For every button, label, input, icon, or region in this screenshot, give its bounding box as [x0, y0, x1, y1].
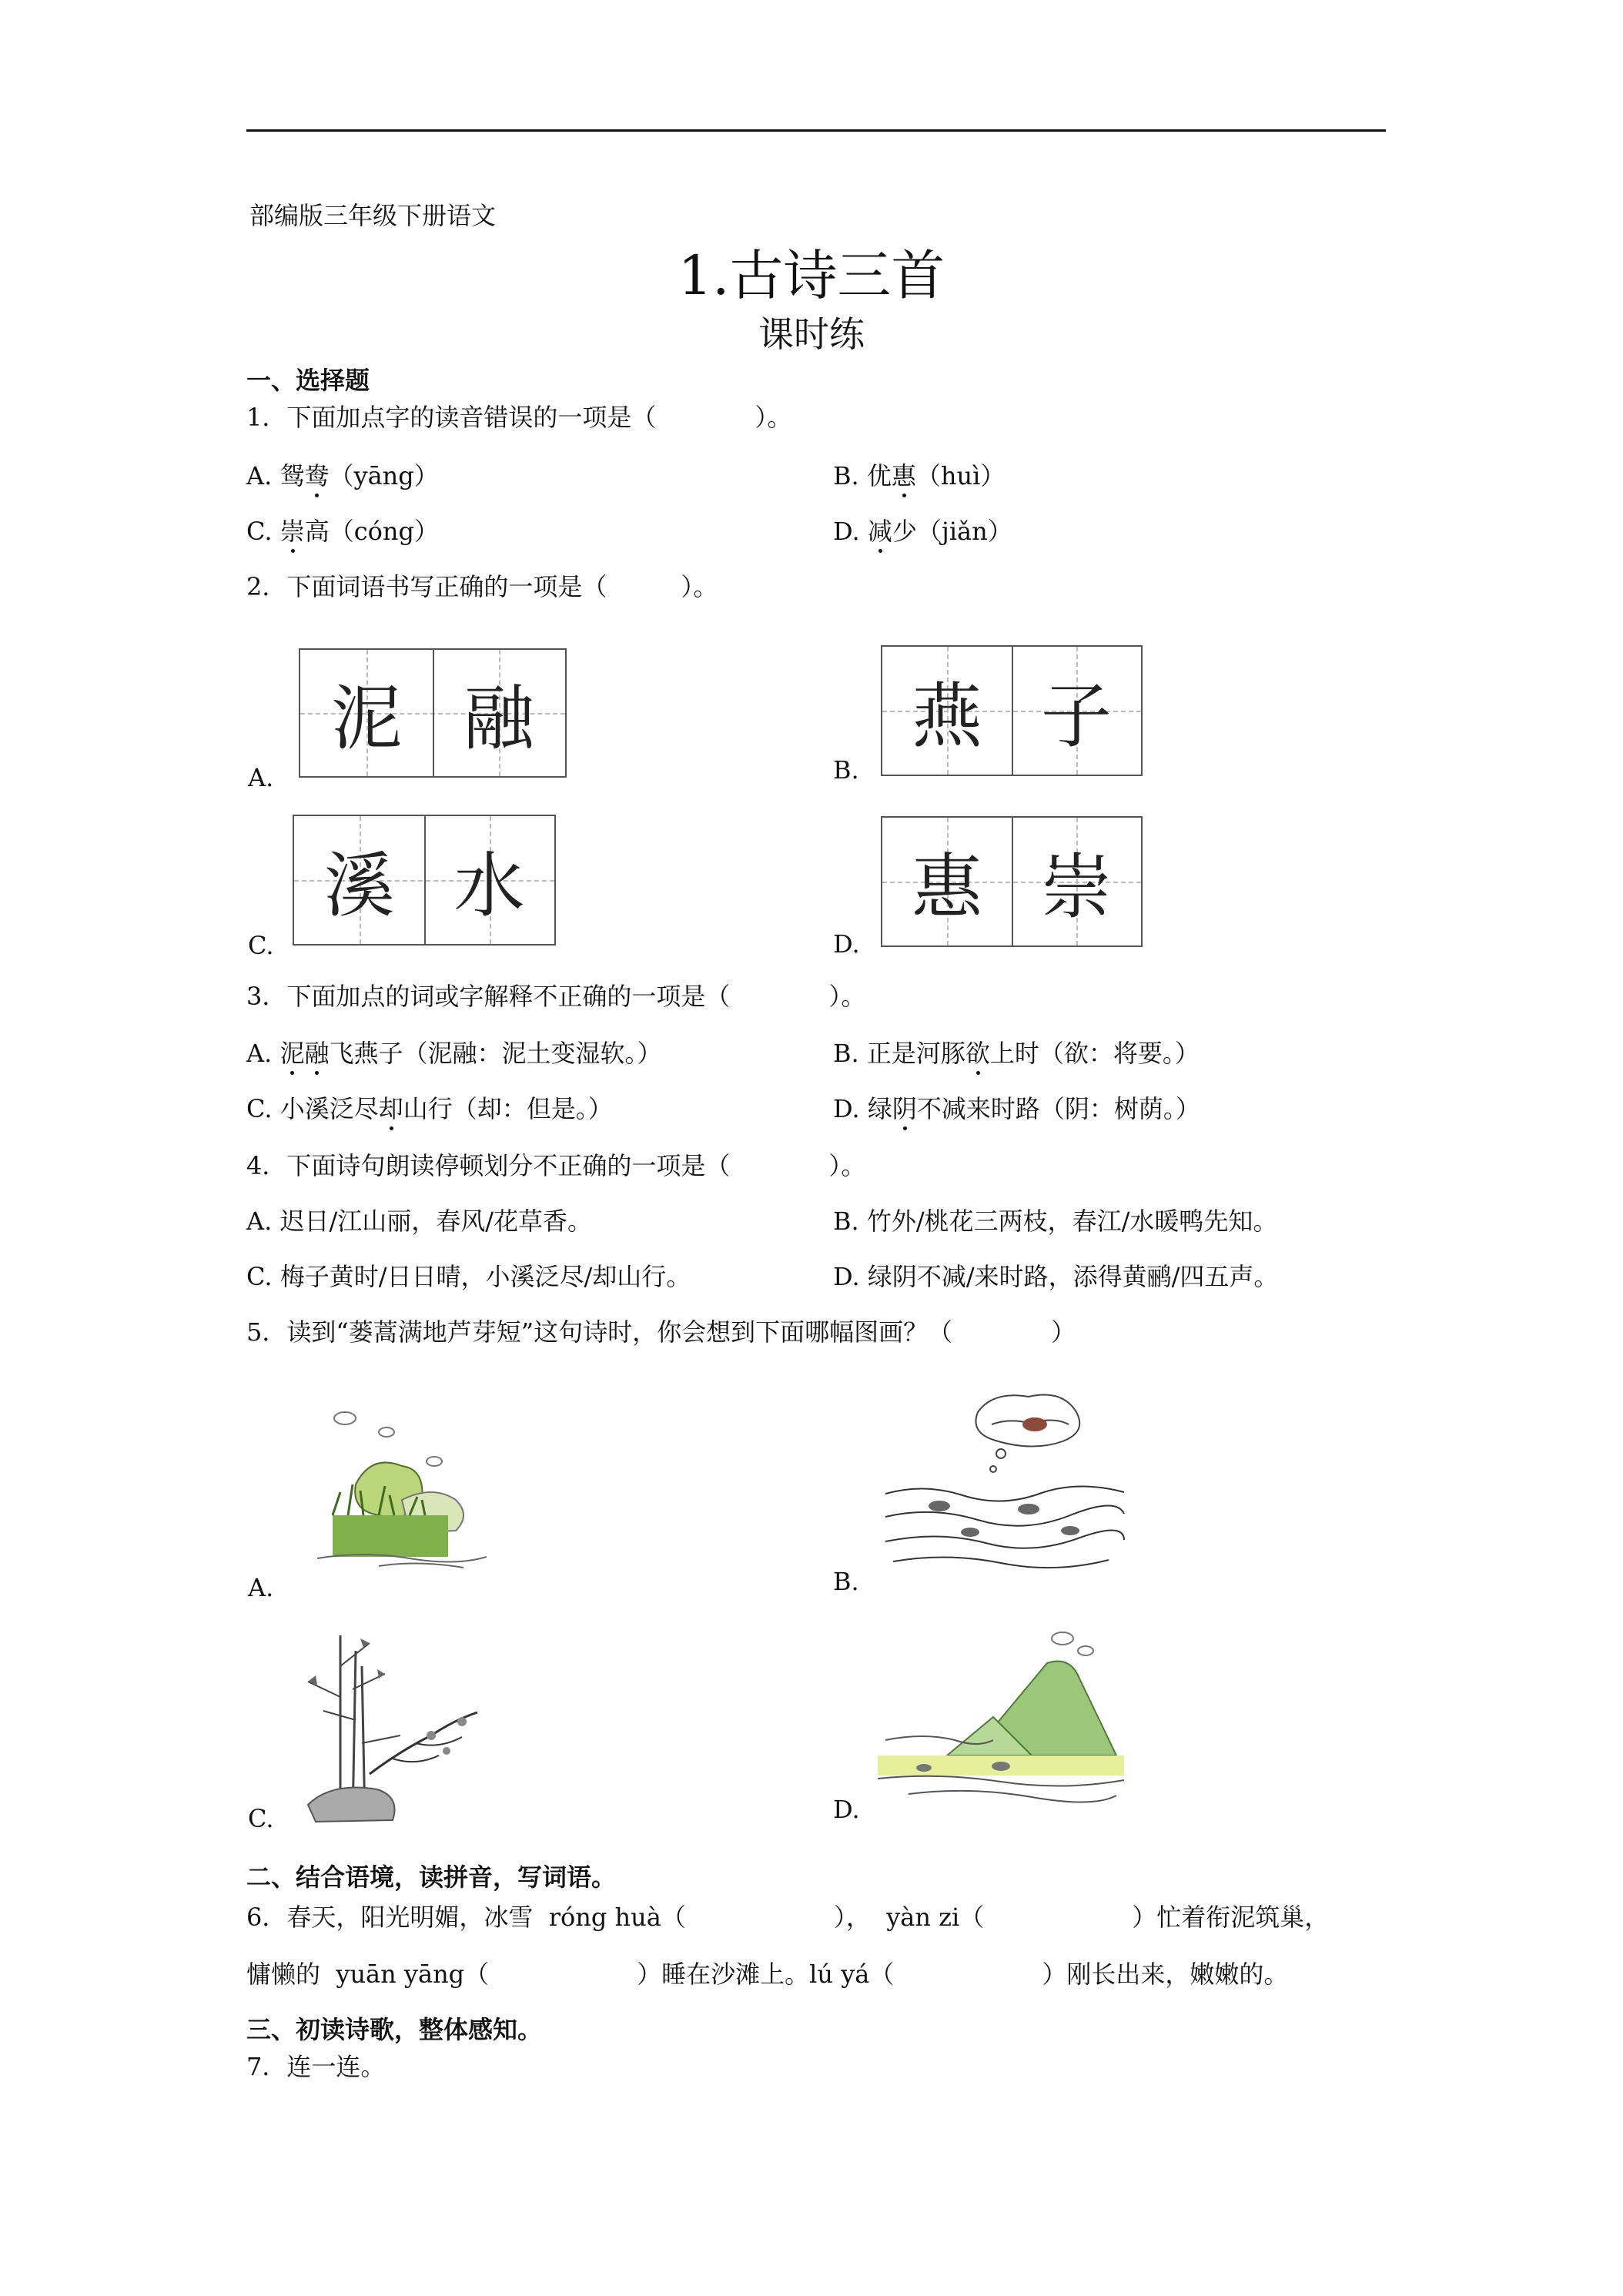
q7-stem: 7．连一连。	[246, 2052, 386, 2081]
answer-blank[interactable]: （ ），	[661, 1903, 871, 1932]
q4-option-c[interactable]: C. 梅子黄时/日日晴，小溪泛尽/却山行。	[246, 1262, 691, 1291]
grid-char: 泥	[300, 650, 434, 776]
q2-option-d-label[interactable]: D.	[833, 929, 860, 959]
q2-option-c-label[interactable]: C.	[248, 931, 274, 960]
q6-line-1	[246, 1902, 1329, 1933]
option-label: C.	[246, 1094, 273, 1123]
option-text: 正是河豚	[866, 1039, 965, 1068]
q1-option-d[interactable]	[833, 516, 1012, 547]
char: 高	[304, 517, 330, 546]
q5-option-c-image[interactable]	[285, 1620, 516, 1836]
q3-option-d[interactable]	[833, 1093, 1200, 1124]
char: 鸳	[279, 461, 305, 490]
dotted-char: 阴	[892, 1094, 917, 1123]
option-label: B.	[833, 461, 859, 490]
q6-text: 慵懒的	[246, 1960, 321, 1989]
q6-text: 6．春天，阳光明媚，冰雪	[246, 1903, 534, 1932]
pinyin-lu-ya: lú yá	[809, 1960, 870, 1989]
char: 少	[892, 517, 917, 546]
grid-char: 崇	[1040, 846, 1112, 929]
pinyin-yan-zi: yàn zi	[886, 1903, 960, 1932]
section-heading-pinyin: 二、结合语境，读拼音，写词语。	[246, 1863, 617, 1892]
q1-stem: 1．下面加点字的读音错误的一项是（ ）。	[246, 403, 792, 432]
grid-char: 水	[453, 845, 525, 927]
edition-label: 部编版三年级下册语文	[249, 201, 497, 230]
q2-option-a-grid[interactable]	[299, 648, 567, 778]
grid-char: 子	[1040, 675, 1112, 758]
q5-option-d-image[interactable]	[878, 1625, 1124, 1809]
q2-option-a-label[interactable]: A.	[248, 763, 274, 792]
pinyin-yuan-yang: yuān yāng	[336, 1960, 465, 1989]
q4-option-d[interactable]: D. 绿阴不减/来时路，添得黄鹂/四五声。	[833, 1262, 1279, 1291]
option-text: 绿	[867, 1094, 892, 1123]
q4-option-a[interactable]: A. 迟日/江山丽，春风/花草香。	[246, 1207, 593, 1236]
option-text: 不减来时路（阴：树荫。）	[916, 1094, 1200, 1123]
dotted-char: 鸯	[304, 461, 330, 490]
q5-option-a-label[interactable]: A.	[248, 1573, 274, 1602]
q4-option-b[interactable]: B. 竹外/桃花三两枝，春江/水暖鸭先知。	[833, 1207, 1278, 1236]
option-label: B.	[833, 1039, 859, 1068]
option-label: D.	[833, 517, 860, 546]
dotted-char: 崇	[279, 517, 305, 546]
answer-blank[interactable]: （ ）刚长出来，嫩嫩的。	[869, 1960, 1289, 1989]
q3-stem: 3．下面加点的词或字解释不正确的一项是（ ）。	[246, 982, 866, 1011]
option-text: 小溪泛尽	[279, 1094, 379, 1123]
answer-blank[interactable]: （ ）睡在沙滩上。	[464, 1960, 810, 1989]
dotted-char: 惠	[891, 461, 916, 490]
q3-option-c[interactable]	[246, 1093, 613, 1124]
q4-stem: 4．下面诗句朗读停顿划分不正确的一项是（ ）。	[246, 1151, 866, 1180]
q2-option-d-grid[interactable]	[881, 816, 1143, 947]
q5-option-d-label[interactable]: D.	[833, 1795, 860, 1824]
section-heading-choice: 一、选择题	[246, 366, 370, 395]
pinyin: （cóng）	[329, 517, 440, 546]
section-heading-poem: 三、初读诗歌，整体感知。	[246, 2015, 543, 2044]
grid-char: 溪	[294, 816, 426, 944]
char: 优	[866, 461, 892, 490]
q3-option-a[interactable]	[246, 1038, 662, 1069]
q6-line-2	[246, 1959, 1288, 1990]
q1-option-c[interactable]	[246, 516, 439, 547]
page-subtitle: 课时练	[758, 313, 865, 355]
pinyin: （jiǎn）	[916, 517, 1012, 546]
q5-option-b-image[interactable]	[878, 1378, 1132, 1578]
header-rule	[246, 129, 1386, 132]
dotted-char: 减	[867, 517, 892, 546]
q3-option-b[interactable]	[833, 1038, 1200, 1069]
pinyin: （huì）	[915, 461, 1006, 490]
option-label: A.	[246, 1039, 273, 1068]
dotted-char: 却	[378, 1094, 403, 1123]
q2-option-b-grid[interactable]	[881, 645, 1143, 776]
option-text: 上时（欲：将要。）	[989, 1039, 1200, 1068]
q1-option-a[interactable]	[246, 460, 439, 491]
q5-option-c-label[interactable]: C.	[248, 1804, 274, 1833]
option-label: D.	[833, 1094, 860, 1123]
grid-char: 惠	[882, 818, 1013, 946]
answer-blank[interactable]: （ ）忙着衔泥筑巢，	[959, 1903, 1330, 1932]
page-title: 1.古诗三首	[678, 244, 945, 307]
pinyin-rong-hua: róng huà	[548, 1903, 661, 1932]
grid-char: 融	[463, 678, 534, 760]
dotted-char: 欲	[965, 1039, 990, 1068]
q2-stem: 2．下面词语书写正确的一项是（ ）。	[246, 572, 718, 601]
q5-option-b-label[interactable]: B.	[833, 1567, 859, 1596]
option-text: 飞燕子（泥融：泥土变湿软。）	[329, 1039, 662, 1068]
option-label: C.	[246, 517, 273, 546]
q2-option-b-label[interactable]: B.	[833, 755, 859, 785]
q1-option-b[interactable]	[833, 460, 1005, 491]
option-label: A.	[246, 461, 273, 490]
dotted-char: 泥	[279, 1039, 305, 1068]
pinyin: （yāng）	[329, 461, 439, 490]
q5-option-a-image[interactable]	[286, 1400, 487, 1577]
dotted-char: 融	[304, 1039, 330, 1068]
q2-option-c-grid[interactable]	[293, 815, 556, 946]
option-text: 山行（却：但是。）	[403, 1094, 613, 1123]
q5-stem: 5．读到“蒌蒿满地芦芽短”这句诗时，你会想到下面哪幅图画？（ ）	[246, 1317, 1076, 1347]
grid-char: 燕	[882, 647, 1013, 775]
